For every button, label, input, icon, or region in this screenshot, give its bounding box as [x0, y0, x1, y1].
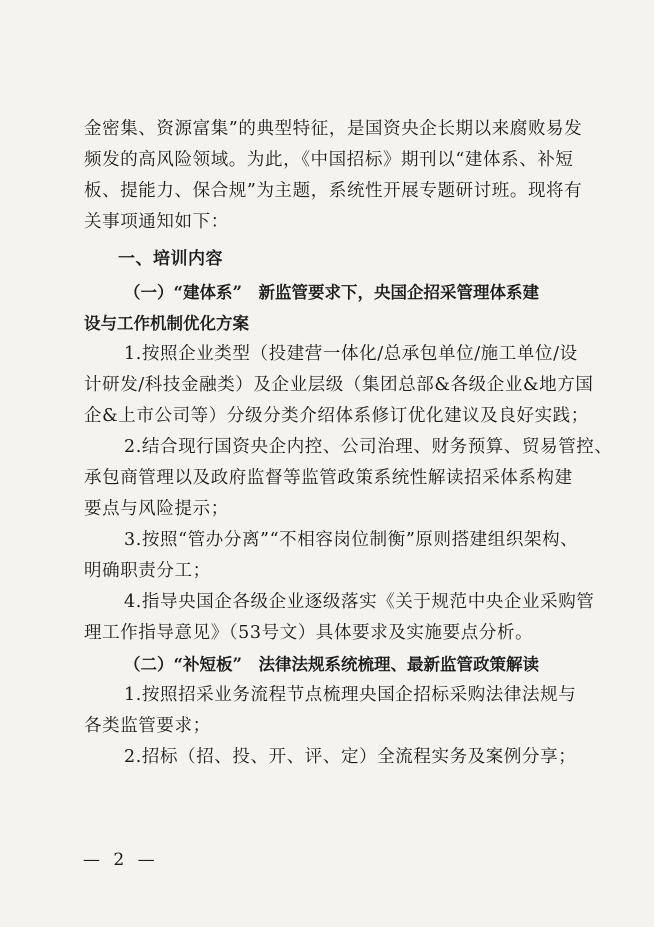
list-item: [84, 680, 577, 742]
text-line: 4.指导央国企各级企业逐级落实《关于规范中央企业采购管: [124, 592, 595, 612]
list-item: [84, 742, 577, 773]
text-line: 1.按照企业类型（投建营一体化/总承包单位/施工单位/设: [124, 344, 578, 364]
text-line: 金密集、资源富集”的典型特征，是国资央企长期以来腐败易发: [84, 119, 583, 139]
text-line: 理工作指导意见》（53号文）具体要求及实施要点分析。: [84, 623, 534, 643]
subsection-heading: [84, 277, 574, 339]
subsection-heading: [84, 649, 574, 680]
text-line: 板、提能力、保合规”为主题，系统性开展专题研讨班。现将有: [84, 181, 583, 201]
text-line: 2.招标（招、投、开、评、定）全流程实务及案例分享；: [124, 747, 577, 767]
list-item: [84, 432, 613, 525]
text-line: 1.按照招采业务流程节点梳理央国企招标采购法律法规与: [124, 685, 577, 705]
body-text: [84, 114, 613, 773]
text-line: 3.按照“管办分离”“不相容岗位制衡”原则搭建组织架构、: [124, 530, 579, 550]
text-line: 要点与风险提示；: [84, 499, 229, 519]
list-item: [84, 339, 594, 432]
intro-paragraph: [84, 114, 583, 238]
text-line: 企&上市公司等）分级分类介绍体系修订优化建议及良好实践；: [84, 406, 589, 426]
text-line: 2.结合现行国资央企内控、公司治理、财务预算、贸易管控、: [124, 437, 613, 457]
section-heading: 一、培训内容: [118, 249, 223, 269]
page-number: — 2 —: [83, 850, 159, 870]
list-item: [84, 525, 579, 587]
text-line: （一）“建体系” 新监管要求下，央国企招采管理体系建: [124, 283, 539, 302]
text-line: 频发的高风险领域。为此，《中国招标》期刊以“建体系、补短: [84, 150, 574, 170]
list-item: [84, 587, 595, 649]
text-line: 各类监管要求；: [84, 716, 211, 736]
text-line: 明确职责分工；: [84, 561, 211, 581]
text-line: 承包商管理以及政府监督等监管政策系统性解读招采体系构建: [84, 468, 573, 488]
text-line: 关事项通知如下：: [84, 212, 229, 232]
text-line: 计研发/科技金融类）及企业层级（集团总部&各级企业&地方国: [84, 375, 594, 395]
text-line: 设与工作机制优化方案: [84, 314, 249, 333]
text-line: （二）“补短板” 法律法规系统梳理、最新监管政策解读: [124, 655, 539, 674]
